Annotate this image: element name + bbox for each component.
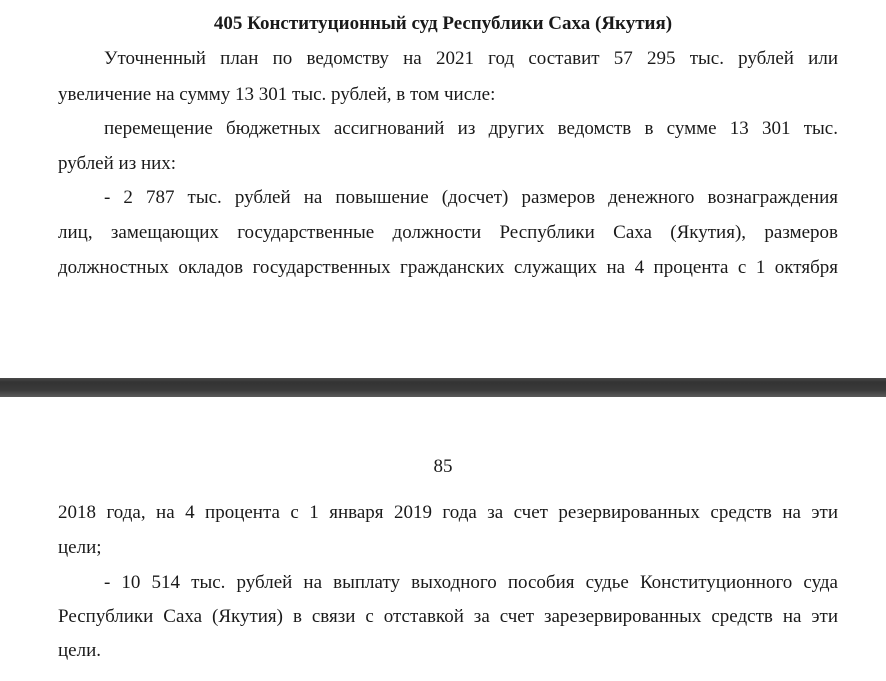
page-number: 85 — [433, 456, 453, 477]
document-page-bottom — [0, 397, 886, 681]
page-break-separator — [0, 378, 886, 397]
paragraph-line: увеличение на сумму 13 301 тыс. рублей, в том числе: — [58, 84, 496, 105]
paragraph-line: перемещение бюджетных ассигнований из других ведомств в сумме 13 301 тыс. — [104, 118, 838, 139]
paragraph-line: лиц, замещающих государственные должности Республики Саха (Якутия), размеров — [58, 222, 838, 243]
paragraph-line: Республики Саха (Якутия) в связи с отставкой за счет зарезервированных средств на эти — [58, 606, 838, 627]
paragraph-line: цели; — [58, 537, 102, 558]
paragraph-line: рублей из них: — [58, 153, 177, 174]
paragraph-line: Уточненный план по ведомству на 2021 год составит 57 295 тыс. рублей или — [104, 48, 838, 69]
paragraph-line: 2018 года, на 4 процента с 1 января 2019 года за счет резервированных средств на эти — [58, 502, 838, 523]
paragraph-line: - 2 787 тыс. рублей на повышение (досчет) размеров денежного вознаграждения — [104, 187, 838, 208]
paragraph-line: - 10 514 тыс. рублей на выплату выходного пособия судье Конституционного суда — [104, 572, 838, 593]
paragraph-line: должностных окладов государственных гражданских служащих на 4 процента с 1 октября — [58, 257, 838, 278]
section-title: 405 Конституционный суд Республики Саха (Якутия) — [213, 13, 673, 34]
paragraph-line: цели. — [58, 640, 102, 661]
